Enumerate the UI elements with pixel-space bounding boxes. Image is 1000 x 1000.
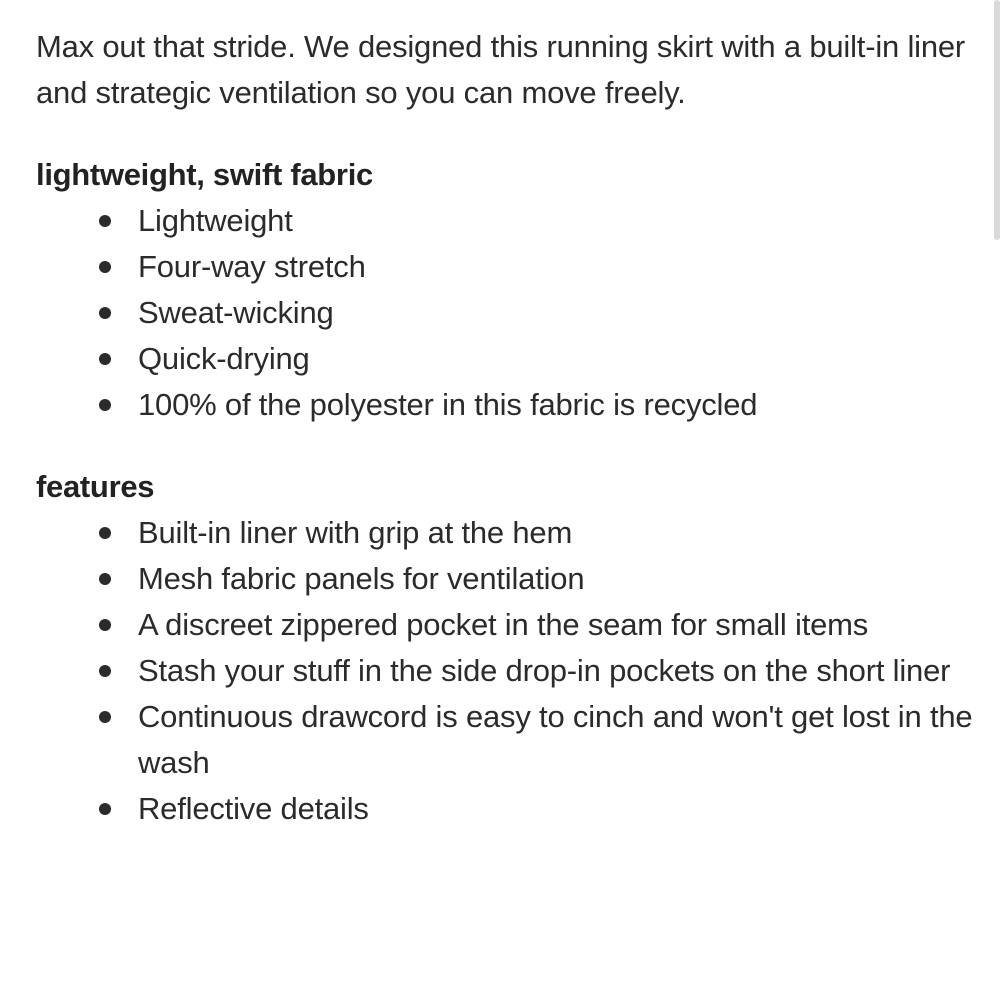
scrollbar-thumb[interactable]: [994, 0, 1000, 240]
list-item: Mesh fabric panels for ventilation: [138, 556, 976, 602]
list-item: Built-in liner with grip at the hem: [138, 510, 976, 556]
list-item: 100% of the polyester in this fabric is recycled: [138, 382, 976, 428]
list-item: Lightweight: [138, 198, 976, 244]
fabric-list: [36, 198, 976, 428]
product-description: Max out that stride. We designed this running skirt with a built-in liner and strategic ventilation so you can move freely.: [36, 29, 966, 110]
list-item: Reflective details: [138, 786, 976, 832]
list-item: Continuous drawcord is easy to cinch and won't get lost in the wash: [138, 694, 976, 786]
features-list: [36, 510, 976, 832]
list-item: A discreet zippered pocket in the seam for small items: [138, 602, 976, 648]
list-item: Sweat-wicking: [138, 290, 976, 336]
fabric-heading: lightweight, swift fabric: [36, 157, 373, 192]
features-heading: features: [36, 469, 155, 504]
list-item: Four-way stretch: [138, 244, 976, 290]
list-item: Stash your stuff in the side drop-in pockets on the short liner: [138, 648, 976, 694]
product-details: [36, 24, 976, 832]
list-item: Quick-drying: [138, 336, 976, 382]
